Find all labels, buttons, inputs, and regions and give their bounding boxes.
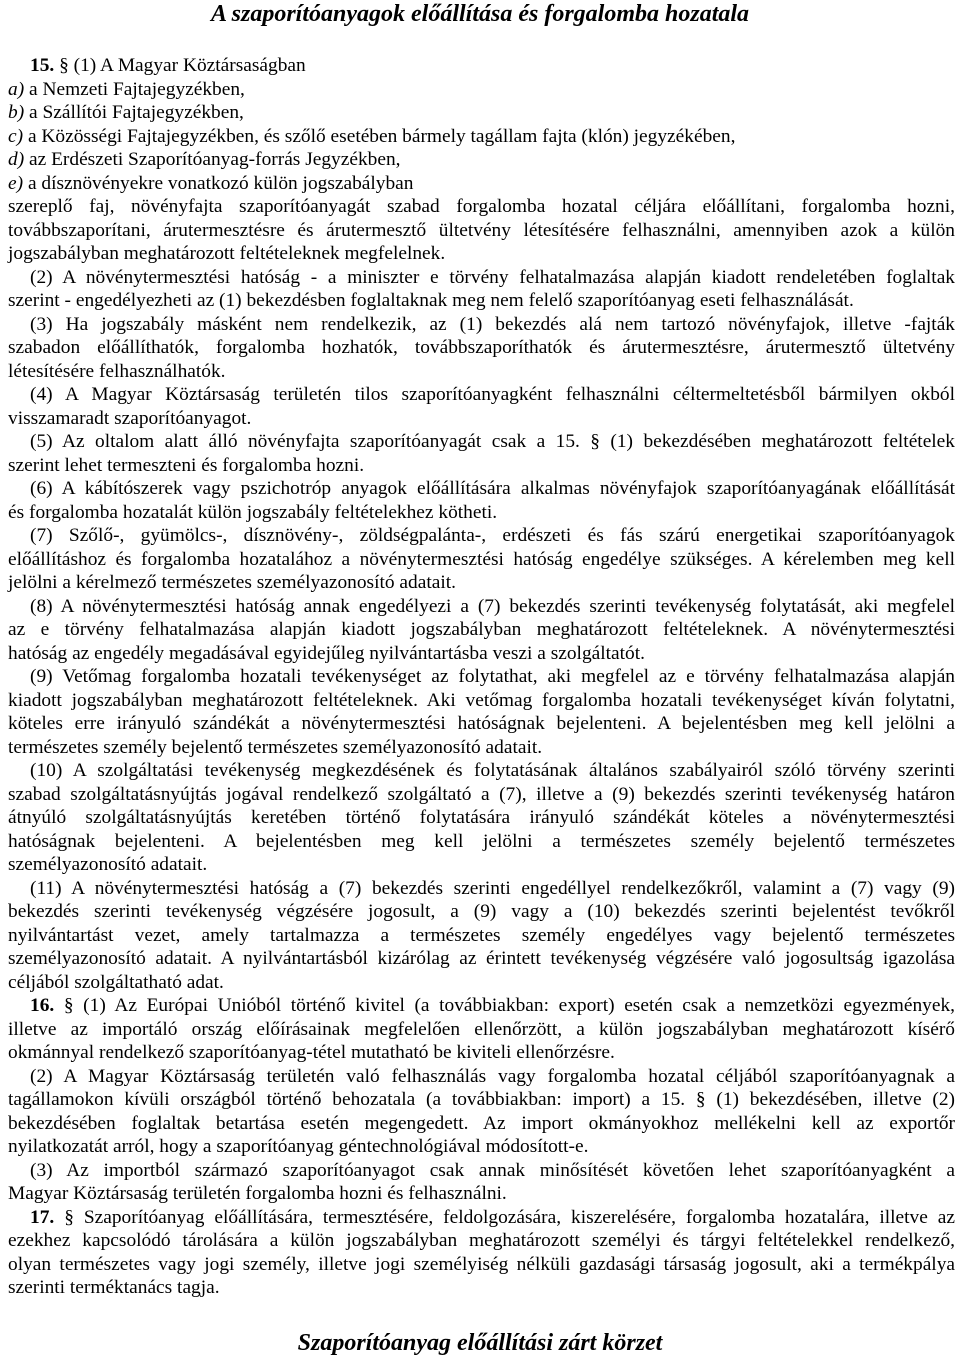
line-text: bekezdés szerinti tevékenység végzésére jogosult, a (9) vagy a (10) bekezdés szerinti bejelentést tevőkről [8,901,955,922]
line-text: (4) A Magyar Köztársaság területén tilos szaporítóanyagként felhasználni céltermeltetésből bármilyen okból [30,384,955,405]
line-text: az e törvény felhatalmazása alapján kiadott jogszabályban meghatározott feltételeknek. A növénytermesztési [8,619,955,640]
list-item-text: a Szállítói Fajtajegyzékben, [29,102,244,123]
line-text: (3) Az importból származó szaporítóanyagot csak annak minősítését követően lehet szaporítóanyagként a [30,1159,955,1181]
line-text: továbbszaporítani, árutermesztésre és árutermesztő ültetvény létesítésére felhasználni, amennyiben azok a külön [8,219,955,241]
line-text: (2) A Magyar Köztársaság területén való felhasználás vagy forgalomba hozatal céljából szaporítóanyagnak a [30,1065,955,1087]
text-line [8,736,955,760]
list-item [8,101,955,125]
list-marker: c) [8,125,24,147]
list-item-text: a dísznövényekre vonatkozó külön jogszabályban [27,172,414,194]
line-text: és forgalomba hozatalát külön jogszabály feltételekhez kötheti. [8,501,498,523]
line-text: § Szaporítóanyag előállítására, termesztésére, feldolgozására, kiszerelésére, forgalomba hozatalára, illetve az [64,1206,955,1228]
section-paragraph [8,1206,955,1300]
list-item-text: a Közösségi Fajtajegyzékben, és szőlő esetében bármely tagállam fajta (klón) jegyzékében, [27,125,736,147]
text-line [8,900,955,924]
line-text: § (1) Az Európai Unióból történő kivitel (a továbbiakban: export) esetén csak a nemzetközi egyezmények, [63,995,955,1016]
text-line [8,1229,955,1253]
line-text: illetve az importáló ország előírásainak megfelelően ellenőrzött, a külön jogszabályban meghatározott kísérő [8,1018,955,1040]
text-line [8,806,955,830]
text-line [8,524,955,548]
section-number: 15. [30,55,55,76]
text-line [8,665,955,689]
paragraph [8,524,955,595]
line-text: személyazonosító adatait. A nyilvántartásból kizárólag az érintett tevékenység végzésére való jogosultság igazolása [8,948,955,969]
line-text: hatóságnak bejelenteni. A bejelentésben meg kell jelölni a természetes személy bejelentő természetes [8,830,955,852]
text-line [8,759,955,783]
text-line [8,1112,955,1136]
text-line [8,595,955,619]
line-text: céljából szolgáltatható adat. [8,971,224,993]
text-line [8,477,955,501]
paragraph [8,1159,955,1206]
list-marker: e) [8,172,24,194]
text-line [8,1041,955,1065]
text-line [8,1065,955,1089]
text-line [8,947,955,971]
line-text: (7) Szőlő-, gyümölcs-, dísznövény-, zöldségpalánta-, erdészeti és fás szárú energetikai szaporítóanyagok [30,525,955,546]
text-line [8,689,955,713]
paragraph [8,383,955,430]
paragraph [8,477,955,524]
document-body [8,54,955,1300]
text-line [8,1182,955,1206]
line-text: előállításhoz és forgalomba hozatalához a növénytermesztési hatóság engedélye szükséges. A kérelemben meg kell [8,548,955,570]
line-text: szerint lehet termeszteni és forgalomba hozni. [8,454,365,476]
text-line [8,571,955,595]
list-marker: d) [8,149,25,170]
paragraph [8,266,955,313]
text-line [8,242,955,266]
page-header-title: A szaporítóanyagok előállítása és forgalomba hozatala [210,1,750,27]
list-marker: a) [8,78,25,100]
line-text: (10) A szolgáltatási tevékenység megkezdésének és folytatásának általános szabályairól szóló törvény szerinti [30,760,955,781]
line-text: tagállamokon kívüli országból történő behozatala (a továbbiakban: import) a 15. § (1) bekezdésében, illetve (2) [8,1089,955,1110]
text-line [8,54,955,78]
line-text: (5) Az oltalom alatt álló növényfajta szaporítóanyagát csak a 15. § (1) bekezdésében meghatározott feltételek [30,431,955,452]
line-text: Magyar Köztársaság területén forgalomba hozni és felhasználni. [8,1183,507,1204]
section-number: 16. [30,995,55,1016]
line-text: létesítésére felhasználhatók. [8,360,226,382]
line-text: szabadon előállíthatók, forgalomba hozhatók, továbbszaporíthatók és árutermesztésre, árutermesztő ültetvény [8,337,955,358]
list-marker: b) [8,102,25,123]
section-heading: Szaporítóanyag előállítási zárt körzet [297,1330,663,1356]
line-text: nyilvántartást vezet, amely tartalmazza a természetes személy engedélyes vagy bejelentő természetes [8,924,955,946]
text-line [8,994,955,1018]
text-line [8,407,955,431]
text-line [8,383,955,407]
text-line [8,454,955,478]
line-text: (3) Ha jogszabály másként nem rendelkezik, az (1) bekezdés alá nem tartozó növényfajok, illetve -fajták [30,313,955,335]
line-text: olyan természetes vagy jogi személy, illetve jogi személyiség nélküli gazdasági társaság jogosult, aki a termékpálya [8,1253,955,1275]
paragraph [8,313,955,384]
line-text: köteles erre irányuló szándékát a növénytermesztési hatóságnak bejelenteni. A bejelentésben meg kell jelölni a [8,713,955,734]
line-text: szereplő faj, növényfajta szaporítóanyagát szabad forgalomba hozatal céljára előállítani, forgalomba hozni, [8,196,955,217]
paragraph [8,665,955,759]
list-item [8,125,955,149]
text-line [8,1135,955,1159]
line-text: hatóság az engedély megadásával egyidejűleg nyilvántartásba veszi a szolgáltatót. [8,642,645,664]
text-line [8,336,955,360]
line-text: ezekhez kapcsolódó tárolására a külön jogszabályban meghatározott személyi és tárgyi feltételekkel rendelkező, [8,1230,955,1251]
list-item [8,172,955,196]
text-line [8,501,955,525]
text-line [8,853,955,877]
line-text: (9) Vetőmag forgalomba hozatali tevékenységet az folytathat, aki megfelel az e törvény felhatalmazása alapján [30,666,955,687]
list-item [8,78,955,102]
line-text: jogszabályban meghatározott feltételeknek megfelelnek. [8,243,446,264]
list-item-text: a Nemzeti Fajtajegyzékben, [29,78,245,100]
text-line [8,924,955,948]
text-line [8,313,955,337]
paragraph [8,595,955,666]
text-line [8,1088,955,1112]
text-line [8,289,955,313]
line-text: szabad szolgáltatásnyújtás jogával rendelkező szolgáltató a (7), illetve a (9) bekezdés szerinti tevékenység határon [8,783,955,805]
line-text: (6) A kábítószerek vagy pszichotróp anyagok előállítására alkalmas növényfajok szaporítóanyagának előállítását [30,478,955,499]
text-line [8,1206,955,1230]
line-text: § (1) A Magyar Köztársaságban [59,55,306,76]
line-text: kiadott jogszabályban meghatározott feltételeknek. Aki vetőmag forgalomba hozatali tevékenységet kíván folytatni, [8,689,955,711]
text-line [8,971,955,995]
paragraph [8,430,955,477]
text-line [8,618,955,642]
line-text: átnyúló szolgáltatásnyújtás keretében történő folytatására irányuló szándékát köteles a növénytermesztési [8,807,955,828]
text-line [8,1018,955,1042]
text-line [8,642,955,666]
line-text: (8) A növénytermesztési hatóság annak engedélyezi a (7) bekezdés szerinti tevékenység folytatását, aki megfelel [30,595,955,617]
text-line [8,430,955,454]
text-line [8,1276,955,1300]
line-text: bekezdésében foglaltak betartása esetén megengedett. Az import okmányokhoz mellékelni kell az exportőr [8,1112,955,1134]
section-paragraph [8,54,955,266]
line-text: jelölni a kérelmező természetes személyazonosító adatait. [8,572,456,593]
section-paragraph [8,994,955,1065]
line-text: szerint - engedélyezheti az (1) bekezdésben foglaltaknak meg nem felelő szaporítóanyag eseti felhasználását. [8,290,854,311]
line-text: okmánnyal rendelkező szaporítóanyag-tétel mutatható be kiviteli ellenőrzésre. [8,1042,615,1063]
line-text: természetes személy bejelentő természetes személyazonosító adatait. [8,736,543,758]
text-line [8,712,955,736]
text-line [8,1253,955,1277]
paragraph [8,759,955,877]
list-item-text: az Erdészeti Szaporítóanyag-forrás Jegyzékben, [29,149,401,170]
text-line [8,219,955,243]
section-number: 17. [30,1206,55,1228]
line-text: visszamaradt szaporítóanyagot. [8,407,252,429]
text-line [8,783,955,807]
text-line [8,877,955,901]
paragraph [8,1065,955,1159]
line-text: nyilatkozatát arról, hogy a szaporítóanyag géntechnológiával módosított-e. [8,1136,589,1157]
line-text: személyazonosító adatait. [8,854,208,875]
paragraph [8,877,955,995]
text-line [8,548,955,572]
text-line [8,360,955,384]
list-item [8,148,955,172]
text-line [8,830,955,854]
line-text: (2) A növénytermesztési hatóság - a miniszter e törvény felhatalmazása alapján kiadott rendeletében foglaltak [30,266,955,288]
text-line [8,266,955,290]
text-line [8,1159,955,1183]
text-line [8,195,955,219]
line-text: (11) A növénytermesztési hatóság a (7) bekezdés szerinti engedéllyel rendelkezőkről, valamint a (7) vagy (9) [30,877,955,899]
line-text: szerinti terméktanács tagja. [8,1277,220,1298]
